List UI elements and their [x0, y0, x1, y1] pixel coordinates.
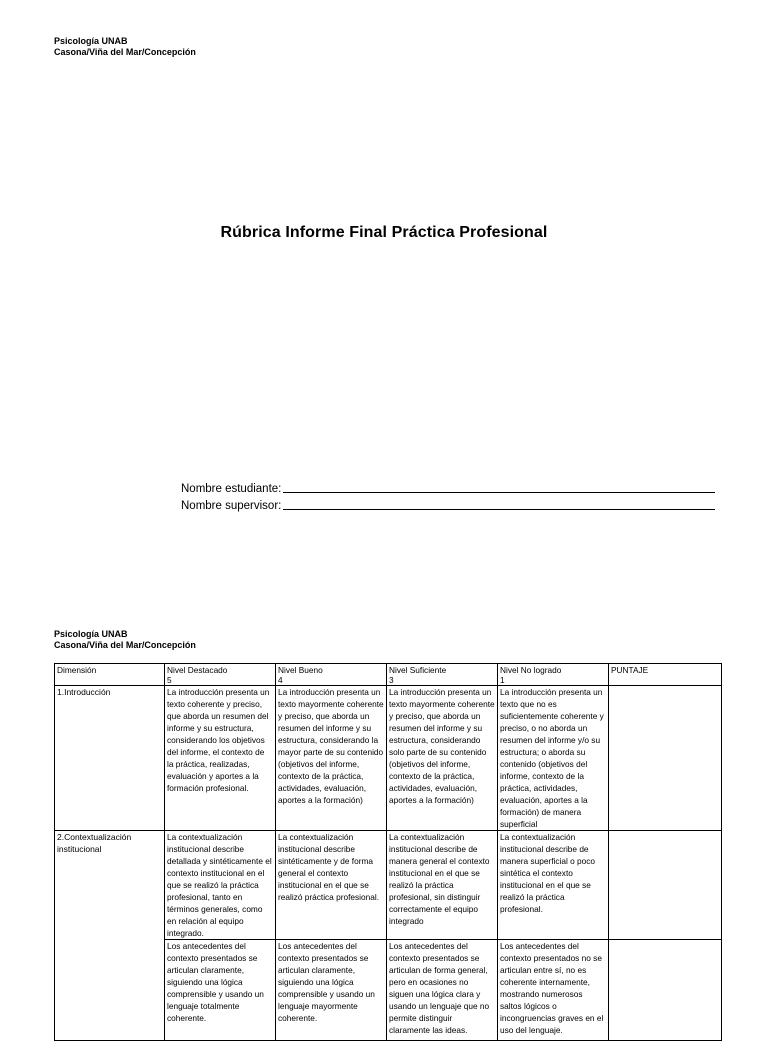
rubric-cell-no-logrado: La contextualización institucional describe de manera superficial o poco sintética el contexto institucional en el que se realizó la práctica profesional. — [498, 831, 609, 940]
score-cell[interactable] — [609, 686, 722, 831]
col-header-puntaje: PUNTAJE — [609, 664, 722, 686]
rubric-cell-no-logrado: La introducción presenta un texto que no es suficientemente coherente y preciso, o no aborda un resumen del informe y/o su estructura; o aborda su contenido (objetivos del informe, contexto de la práctica, actividades, evaluación, aportes a la formación) de manera superficial — [498, 686, 609, 831]
page-title: Rúbrica Informe Final Práctica Profesional — [220, 224, 548, 241]
document-header — [54, 36, 196, 58]
row-dimension: 2.Contextualización institucional — [55, 831, 165, 1041]
header-campuses: Casona/Viña del Mar/Concepción — [54, 640, 196, 650]
supervisor-name-line[interactable] — [283, 509, 715, 510]
table-row — [55, 831, 722, 940]
rubric-cell-suficiente: La introducción presenta un texto mayormente coherente y preciso, que aborda un resumen del informe y su estructura, considerando solo parte de su contenido (objetivos del informe, contexto de la práctica, actividades, evaluación, aportes a la formación) — [387, 686, 498, 831]
rubric-cell-no-logrado: Los antecedentes del contexto presentados no se articulan entre sí, no es coherente internamente, mostrando numerosos saltos lógicos o incongruencias graves en el uso del lenguaje. — [498, 940, 609, 1041]
table-row — [55, 686, 722, 831]
col-header-no-logrado: Nivel No logrado 1 — [498, 664, 609, 686]
student-name-field[interactable] — [181, 479, 715, 495]
header-campuses: Casona/Viña del Mar/Concepción — [54, 47, 196, 57]
rubric-cell-bueno: Los antecedentes del contexto presentados se articulan claramente, siguiendo una lógica comprensible y usando un lenguaje mayormente coherente. — [276, 940, 387, 1041]
supervisor-name-label: Nombre supervisor: — [181, 500, 282, 512]
row-dimension: 1.Introducción — [55, 686, 165, 831]
col-header-destacado: Nivel Destacado 5 — [165, 664, 276, 686]
score-cell[interactable] — [609, 831, 722, 940]
rubric-cell-bueno: La contextualización institucional describe sintéticamente y de forma general el contexto institucional en el que se realizó práctica profesional. — [276, 831, 387, 940]
rubric-cell-suficiente: La contextualización institucional describe de manera general el contexto institucional en el que se realizó la práctica profesional, sin distinguir correctamente el equipo integrado — [387, 831, 498, 940]
supervisor-name-field[interactable] — [181, 496, 715, 512]
col-header-dimension: Dimensión — [55, 664, 165, 686]
score-cell[interactable] — [609, 940, 722, 1041]
student-name-label: Nombre estudiante: — [181, 483, 282, 495]
header-institution: Psicología UNAB — [54, 629, 128, 639]
rubric-table — [54, 663, 722, 1041]
header-institution: Psicología UNAB — [54, 36, 128, 46]
student-name-line[interactable] — [283, 492, 715, 493]
col-header-bueno: Nivel Bueno 4 — [276, 664, 387, 686]
rubric-cell-suficiente: Los antecedentes del contexto presentados se articulan de forma general, pero en ocasiones no siguen una lógica clara y usando un lenguaje que no permite distinguir claramente las ideas. — [387, 940, 498, 1041]
rubric-cell-destacado: La introducción presenta un texto coherente y preciso, que aborda un resumen del informe y su estructura, considerando los objetivos del informe, el contexto de la práctica, realizadas, evaluación y aportes a la formación profesional. — [165, 686, 276, 831]
rubric-cell-bueno: La introducción presenta un texto mayormente coherente y preciso, que aborda un resumen del informe y su estructura, considerando la mayor parte de su contenido (objetivos del informe, contexto de la práctica, actividades, evaluación, aportes a la formación) — [276, 686, 387, 831]
rubric-header-row — [55, 664, 722, 686]
rubric-cell-destacado: Los antecedentes del contexto presentados se articulan claramente, siguiendo una lógica comprensible y usando un lenguaje totalmente coherente. — [165, 940, 276, 1041]
col-header-suficiente: Nivel Suficiente 3 — [387, 664, 498, 686]
rubric-cell-destacado: La contextualización institucional describe detallada y sintéticamente el contexto institucional en el que se realizó la práctica profesional, tanto en términos generales, como en relación al equipo integrado. — [165, 831, 276, 940]
document-header-page2 — [54, 629, 196, 651]
